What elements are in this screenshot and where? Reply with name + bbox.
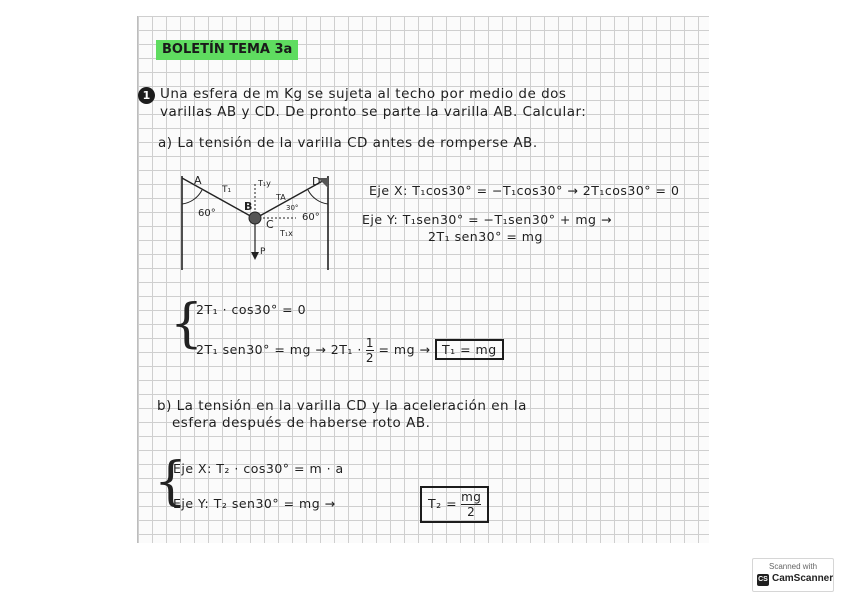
part-b-line-2: esfera después de haberse roto AB. bbox=[172, 415, 431, 431]
statement-line-2: varillas AB y CD. De pronto se parte la varilla AB. Calcular: bbox=[160, 104, 587, 120]
label-t1: T₁ bbox=[222, 185, 232, 195]
label-d: D bbox=[312, 175, 321, 188]
eje-x-equation-b: Eje X: T₂ · cos30° = m · a bbox=[173, 461, 344, 476]
result-b-fraction bbox=[461, 490, 481, 519]
label-c: C bbox=[266, 218, 274, 231]
eje-y-equation-a: Eje Y: T₁sen30° = −T₁sen30° + mg → bbox=[362, 212, 612, 227]
camscanner-logo-icon: CS bbox=[757, 574, 769, 586]
angle-right-label: 60° bbox=[302, 212, 320, 223]
angle-arc-right bbox=[308, 190, 328, 204]
system-a-line-2 bbox=[196, 336, 504, 365]
eje-y-equation-b: Eje Y: T₂ sen30° = mg → bbox=[173, 496, 336, 511]
statement-line-1: Una esfera de m Kg se sujeta al techo por medio de dos bbox=[160, 86, 567, 102]
scanned-with-text: Scanned with bbox=[768, 562, 818, 571]
result-b-denominator: 2 bbox=[467, 505, 476, 519]
label-ta: TA bbox=[276, 193, 286, 202]
fraction-denominator: 2 bbox=[365, 351, 374, 365]
forces-diagram bbox=[176, 170, 336, 272]
angle-left-label: 60° bbox=[198, 208, 216, 219]
camscanner-brand: CamScanner bbox=[772, 573, 834, 584]
label-t1y: T₁y bbox=[258, 179, 271, 188]
problem-number-badge: 1 bbox=[138, 87, 155, 104]
system-a-line-1: 2T₁ · cos30° = 0 bbox=[196, 302, 307, 317]
part-a-heading: a) La tensión de la varilla CD antes de romperse AB. bbox=[158, 135, 538, 151]
result-b-numerator: mg bbox=[461, 490, 482, 504]
camscanner-watermark bbox=[752, 558, 834, 592]
result-b-lhs: T₂ = bbox=[428, 496, 458, 511]
page-title: BOLETÍN TEMA 3a bbox=[156, 40, 298, 60]
system-brace-a: { bbox=[170, 294, 204, 354]
fraction-numerator: 1 bbox=[365, 336, 374, 350]
label-t1x: T₁x bbox=[280, 229, 293, 238]
angle-30-label: 30° bbox=[286, 204, 299, 212]
result-b-box bbox=[420, 486, 489, 523]
label-a: A bbox=[194, 174, 202, 187]
part-b-line-1: b) La tensión en la varilla CD y la aceleración en la bbox=[157, 398, 527, 414]
eje-y-equation-a-cont: 2T₁ sen30° = mg bbox=[428, 229, 543, 244]
label-p: P bbox=[260, 247, 266, 257]
fraction-one-half bbox=[366, 336, 374, 365]
system-a-mg: = mg → bbox=[378, 342, 431, 357]
weight-arrowhead bbox=[251, 252, 259, 260]
label-b: B bbox=[244, 200, 253, 213]
eje-x-equation-a: Eje X: T₁cos30° = −T₁cos30° → 2T₁cos30° = 0 bbox=[369, 183, 680, 198]
angle-arc-left bbox=[182, 190, 202, 204]
system-a-line-2-text: 2T₁ sen30° = mg → 2T₁ · bbox=[196, 342, 362, 357]
result-a-box: T₁ = mg bbox=[435, 339, 504, 360]
system-brace-b: { bbox=[154, 452, 188, 512]
sphere bbox=[249, 212, 261, 224]
